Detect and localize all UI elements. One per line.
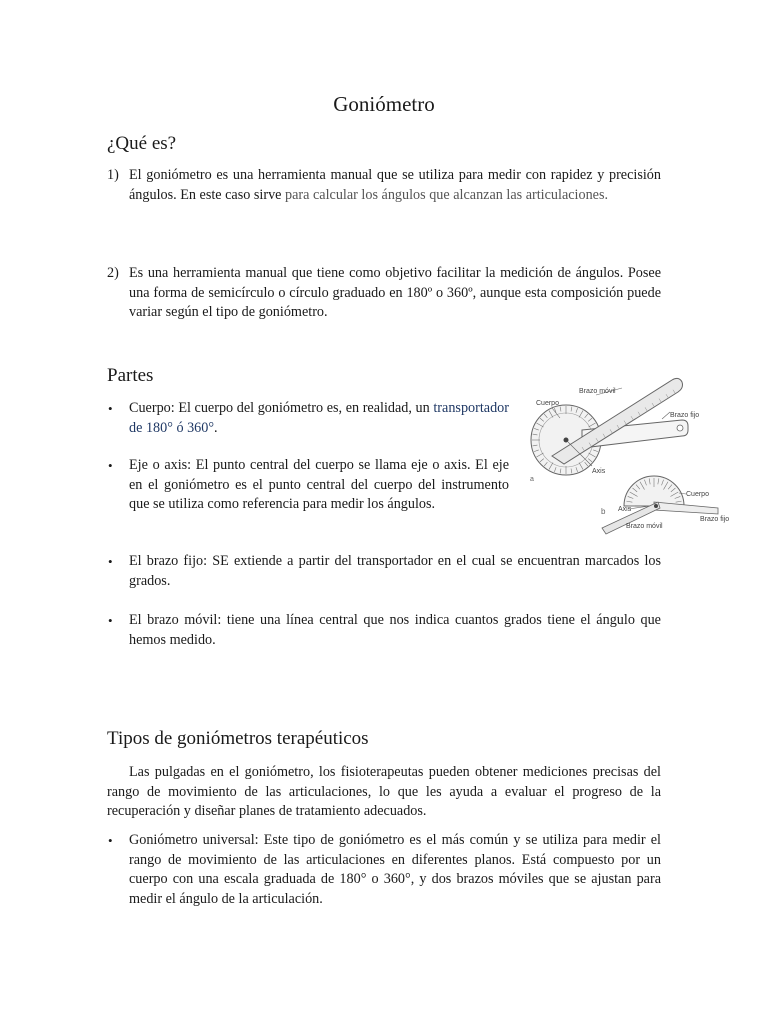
item-text-grey: para calcular los ángulos que alcanzan las articulaciones. xyxy=(285,186,609,203)
item-text-main: Cuerpo: El cuerpo del goniómetro es, en realidad, un xyxy=(129,400,430,416)
bullet-icon: • xyxy=(108,554,113,569)
bullet-icon: • xyxy=(108,458,113,473)
goniometer-figure xyxy=(522,368,730,530)
bullet-icon: • xyxy=(108,833,113,848)
goniometer-diagram-a xyxy=(530,378,699,483)
item-text xyxy=(129,166,661,205)
label-axis: Axis xyxy=(592,468,606,475)
caption-a: a xyxy=(530,476,534,483)
label-brazo-movil: Brazo móvil xyxy=(579,388,616,395)
item-text: Es una herramienta manual que tiene como objetivo facilitar la medición de ángulos. Posee una forma de semicírculo o círculo graduado en 180º o 360º, aunque esta composición puede variar según el tipo de goniómetro. xyxy=(129,265,661,321)
document-title: Goniómetro xyxy=(333,92,435,116)
bullet-icon: • xyxy=(108,613,113,628)
label-axis-b: Axis xyxy=(618,506,632,513)
item-text-blue: transportador de 180° ó 360° xyxy=(129,400,510,436)
label-brazo-fijo: Brazo fijo xyxy=(670,412,700,419)
label-brazo-movil-b: Brazo móvil xyxy=(626,523,663,530)
item-text xyxy=(129,399,509,438)
label-brazo-fijo-b: Brazo fijo xyxy=(700,516,730,523)
heading-tipos: Tipos de goniómetros terapéuticos xyxy=(107,728,369,749)
heading-que-es: ¿Qué es? xyxy=(107,133,177,154)
bullet-icon: • xyxy=(108,401,113,416)
item-number: 1) xyxy=(107,167,119,183)
label-cuerpo: Cuerpo xyxy=(536,400,559,407)
goniometer-diagram-b xyxy=(602,476,729,534)
item-text: El brazo fijo: SE extiende a partir del transportador en el cual se encuentran marcados los grados. xyxy=(129,553,661,589)
item-text: El brazo móvil: tiene una línea central que nos indica cuantos grados tiene el ángulo que hemos medido. xyxy=(129,612,661,648)
caption-b: b xyxy=(601,507,606,516)
item-text-main: El goniómetro es una herramienta manual que se utiliza para medir con rapidez y precisión ángulos. En este caso sirve xyxy=(129,167,661,203)
label-cuerpo-b: Cuerpo xyxy=(686,491,709,498)
item-number: 2) xyxy=(107,265,119,281)
item-text: Goniómetro universal: Este tipo de goniómetro es el más común y se utiliza para medir el rango de movimiento de las articulaciones en diferentes planos. Está compuesto por un cuerpo con una escala graduada de 180° o 360°, y dos brazos móviles que se ajustan para medir el ángulo de la articulación. xyxy=(129,832,661,907)
heading-partes: Partes xyxy=(107,365,154,386)
item-text: Eje o axis: El punto central del cuerpo se llama eje o axis. El eje en el goniómetro es el punto central del cuerpo del instrumento que se utiliza como referencia para medir los ángulos. xyxy=(129,457,509,513)
intro-paragraph: Las pulgadas en el goniómetro, los fisioterapeutas pueden obtener mediciones precisas del rango de movimiento de las articulaciones, lo que les ayuda a evaluar el progreso de la recuperación y diseñar planes de tratamiento adecuados. xyxy=(107,764,661,820)
item-text-end: . xyxy=(214,419,218,436)
